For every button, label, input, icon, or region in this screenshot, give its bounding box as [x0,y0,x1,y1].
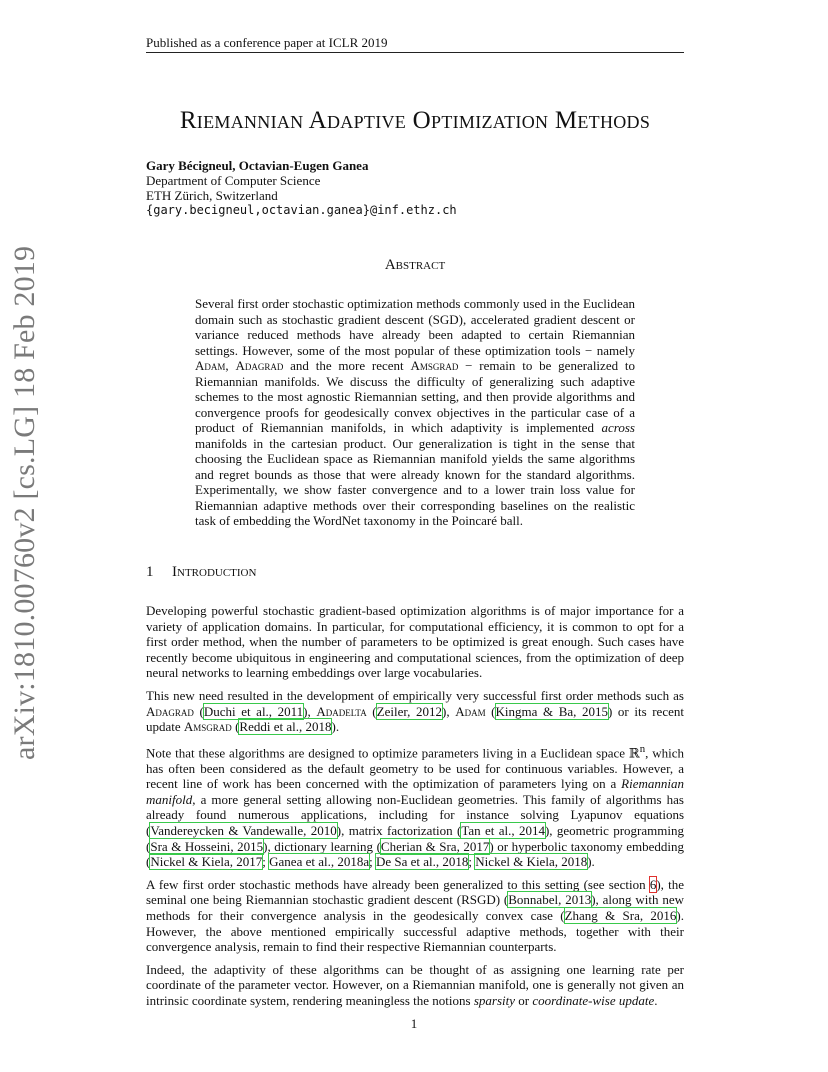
citation-link[interactable]: Zeiler, 2012 [376,703,442,719]
abstract-heading: Abstract [384,257,446,273]
citation-link[interactable]: Nickel & Kiela, 2017 [150,854,263,870]
author-names: Gary Bécigneul, Octavian-Eugen Ganea [146,158,369,173]
author-department: Department of Computer Science [146,173,321,188]
citation-link[interactable]: Sra & Hosseini, 2015 [150,838,264,854]
paragraph-5: Indeed, the adaptivity of these algorithms can be thought of as assigning one learning rate per coordinate of the parameter vector. However, on a Riemannian manifold, one is generally not given an intrinsic coordinate system, rendering meaningless the notions sparsity or coordinate-wise update. [146,961,684,1008]
paper-title: Riemannian Adaptive Optimization Methods [179,107,651,134]
introduction-body [146,603,684,1016]
paragraph-2: This new need resulted in the development of empirically very successful first order methods such as Adagrad (Duchi et al., 2011), Adadelta (Zeiler, 2012), Adam (Kingma & Ba, 2015) or its recent update Amsgrad (Reddi et al., 2018). [146,687,684,735]
arxiv-watermark: arXiv:1810.00760v2 [cs.LG] 18 Feb 2019 [8,245,41,760]
paragraph-4: A few first order stochastic methods have already been generalized to this setting (see section 6), the seminal one being Riemannian stochastic gradient descent (RSGD) (Bonnabel, 2013), along with new methods for their convergence analysis in the geodesically convex case (Zhang & Sra, 2016). However, the above mentioned empirically successful adaptive methods, together with their convergence analysis, remain to find their respective Riemannian counterparts. [146,876,685,955]
author-institution: ETH Zürich, Switzerland [146,188,278,203]
section-heading-introduction: 1 Introduction [146,564,257,580]
citation-link[interactable]: Vandereycken & Vandewalle, 2010 [150,823,337,839]
author-email: {gary.becigneul,octavian.ganea}@inf.ethz.ch [146,203,457,217]
paragraph-1: Developing powerful stochastic gradient-based optimization algorithms is of major importance for a variety of application domains. In particular, for computational efficiency, it is common to opt for a first order method, when the number of parameters to be optimized is great enough. Such cases have recently become ubiquitous in engineering and computational sciences, from the optimization of deep neural networks to learning embeddings over large vocabularies. [146,603,684,681]
citation-link[interactable]: De Sa et al., 2018 [376,854,469,870]
citation-link[interactable]: Tan et al., 2014 [461,823,545,839]
citation-link[interactable]: Nickel & Kiela, 2018 [475,854,588,870]
citation-link[interactable]: Zhang & Sra, 2016 [564,908,677,924]
page-number: 1 [410,1016,418,1031]
author-block [146,158,457,218]
paragraph-3: Note that these algorithms are designed to optimize parameters living in a Euclidean space ℝ$^n$, which has often been considered as the default geometry to be used for continuous variables. However, a recent line of work has been concerned with the optimization of parameters lying on a Riemannian manifold, a more general setting allowing non-Euclidean geometries. This family of algorithms has already found numerous applications, including for instance solving Lyapunov equations (Vandereycken & Vandewalle, 2010), matrix factorization (Tan et al., 2014), geometric programming (Sra & Hosseini, 2015), dictionary learning (Cherian & Sra, 2017) or hyperbolic taxonomy embedding (Nickel & Kiela, 2017; Ganea et al., 2018a; De Sa et al., 2018; Nickel & Kiela, 2018). [146,742,684,870]
section-ref-link[interactable]: 6 [649,876,657,892]
citation-link[interactable]: Duchi et al., 2011 [203,703,304,719]
citation-link[interactable]: Reddi et al., 2018 [239,719,332,735]
citation-link[interactable]: Cherian & Sra, 2017 [380,838,490,854]
citation-link[interactable]: Bonnabel, 2013 [508,892,592,908]
citation-link[interactable]: Ganea et al., 2018a [269,854,370,870]
citation-link[interactable]: Kingma & Ba, 2015 [495,703,608,719]
running-header: Published as a conference paper at ICLR 2019 [146,35,388,50]
abstract-text: Several first order stochastic optimization methods commonly used in the Euclidean domain such as stochastic gradient descent (SGD), accelerated gradient descent or variance reduced methods have already been adapted to certain Riemannian settings. However, some of the most popular of these optimization tools − namely Adam, Adagrad and the more recent Amsgrad − remain to be generalized to Riemannian manifolds. We discuss the difficulty of generalizing such adaptive schemes to the most agnostic Riemannian setting, and then provide algorithms and convergence proofs for geodesically convex objectives in the particular case of a product of Riemannian manifolds, in which adaptivity is implemented across manifolds in the cartesian product. Our generalization is tight in the sense that choosing the Euclidean space as Riemannian manifold yields the same algorithms and regret bounds as those that were already known for the standard algorithms. Experimentally, we show faster convergence and to a lower train loss value for Riemannian adaptive methods over their corresponding baselines on the realistic task of embedding the WordNet taxonomy in the Poincaré ball. [195,296,636,528]
header-rule [146,52,684,53]
